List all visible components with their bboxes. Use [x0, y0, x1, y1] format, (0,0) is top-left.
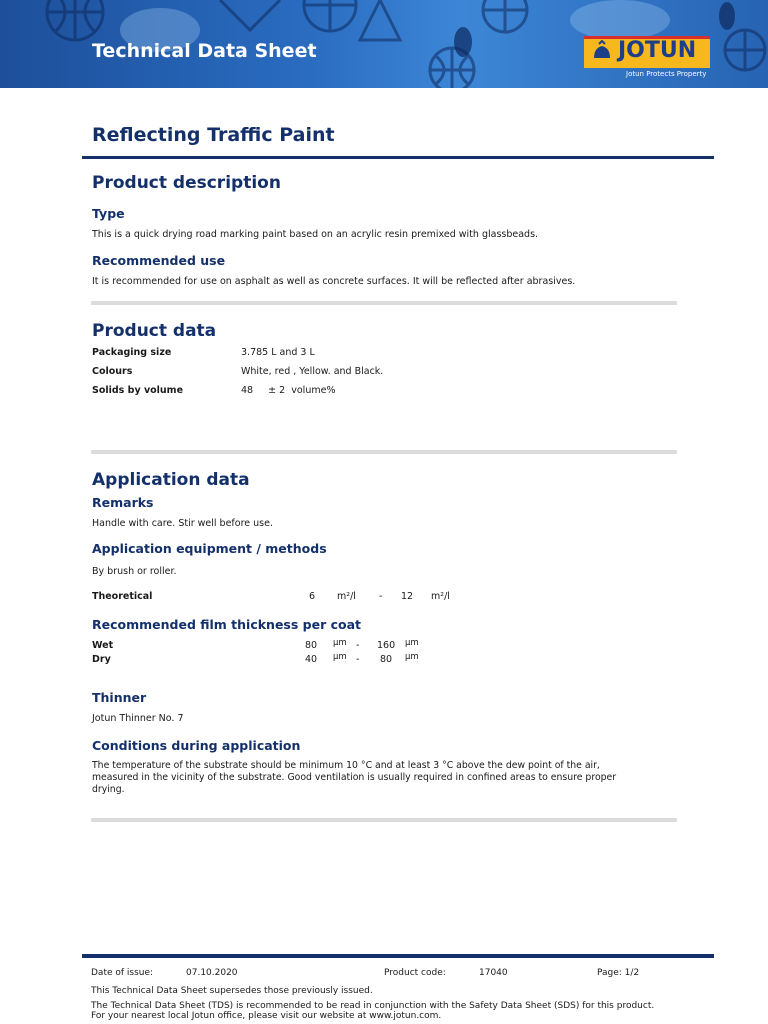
footer-divider	[82, 954, 714, 958]
remarks-text: Handle with care. Stir well before use.	[92, 518, 273, 529]
footer-supersedes-note: This Technical Data Sheet supersedes those previously issued.	[91, 986, 373, 996]
theoretical-max: 12	[401, 591, 414, 602]
colours-value: White, red , Yellow. and Black.	[241, 366, 384, 377]
subheading-film-thickness: Recommended film thickness per coat	[92, 617, 362, 632]
theoretical-label: Theoretical	[92, 591, 153, 602]
wet-separator: -	[356, 640, 360, 651]
product-title: Reflecting Traffic Paint	[92, 124, 335, 146]
colours-label: Colours	[92, 366, 133, 377]
footer-sds-note: The Technical Data Sheet (TDS) is recommended to be read in conjunction with the Safety Data Sheet (SDS) for this product.	[91, 1001, 655, 1011]
wet-max-unit: µm	[405, 638, 419, 648]
title-divider	[82, 156, 714, 159]
logo-tagline: Jotun Protects Property	[626, 70, 707, 78]
dry-label: Dry	[92, 654, 111, 665]
wet-max: 160	[377, 640, 396, 651]
subheading-equipment: Application equipment / methods	[92, 541, 327, 556]
header-banner	[0, 0, 768, 88]
section-divider	[91, 818, 677, 822]
banner-title: Technical Data Sheet	[92, 40, 317, 62]
wet-min: 80	[305, 640, 318, 651]
section-heading-application: Application data	[92, 470, 250, 490]
packaging-size-value: 3.785 L and 3 L	[241, 347, 315, 358]
subheading-conditions: Conditions during application	[92, 738, 301, 753]
subheading-type: Type	[92, 206, 125, 221]
dry-max-unit: µm	[405, 652, 419, 662]
subheading-thinner: Thinner	[92, 690, 147, 705]
type-text: This is a quick drying road marking paint based on an acrylic resin premixed with glassbeads.	[92, 229, 539, 240]
packaging-size-label: Packaging size	[92, 347, 172, 358]
logo-brand-text: JOTUN	[618, 38, 697, 63]
solids-label: Solids by volume	[92, 385, 184, 396]
dry-min: 40	[305, 654, 318, 665]
product-code-label: Product code:	[384, 968, 446, 978]
theoretical-separator: -	[379, 591, 383, 602]
subheading-remarks: Remarks	[92, 495, 154, 510]
dry-separator: -	[356, 654, 360, 665]
section-divider	[91, 450, 677, 454]
section-divider	[91, 301, 677, 305]
theoretical-min-unit: m²/l	[337, 591, 356, 602]
subheading-recommended-use: Recommended use	[92, 253, 226, 268]
product-code-value: 17040	[479, 968, 508, 978]
jotun-logo	[584, 36, 710, 82]
wet-label: Wet	[92, 640, 114, 651]
conditions-line-2: measured in the vicinity of the substrate. Good ventilation is usually required in confined areas to ensure proper	[92, 772, 617, 783]
whale-icon	[590, 40, 614, 64]
conditions-line-1: The temperature of the substrate should be minimum 10 °C and at least 3 °C above the dew point of the air,	[92, 760, 600, 771]
theoretical-min: 6	[309, 591, 316, 602]
page-number: Page: 1/2	[597, 968, 640, 978]
date-of-issue-label: Date of issue:	[91, 968, 154, 978]
thinner-text: Jotun Thinner No. 7	[92, 713, 184, 724]
footer-website-note: For your nearest local Jotun office, please visit our website at www.jotun.com.	[91, 1011, 442, 1021]
equipment-text: By brush or roller.	[92, 566, 177, 577]
date-of-issue-value: 07.10.2020	[186, 968, 238, 978]
recommended-use-text: It is recommended for use on asphalt as well as concrete surfaces. It will be reflected after abrasives.	[92, 276, 576, 287]
theoretical-max-unit: m²/l	[431, 591, 450, 602]
conditions-line-3: drying.	[92, 784, 125, 795]
dry-min-unit: µm	[333, 652, 347, 662]
section-heading-description: Product description	[92, 173, 281, 193]
section-heading-product-data: Product data	[92, 321, 217, 341]
solids-value: 48 ± 2 volume%	[241, 385, 336, 396]
dry-max: 80	[380, 654, 393, 665]
wet-min-unit: µm	[333, 638, 347, 648]
